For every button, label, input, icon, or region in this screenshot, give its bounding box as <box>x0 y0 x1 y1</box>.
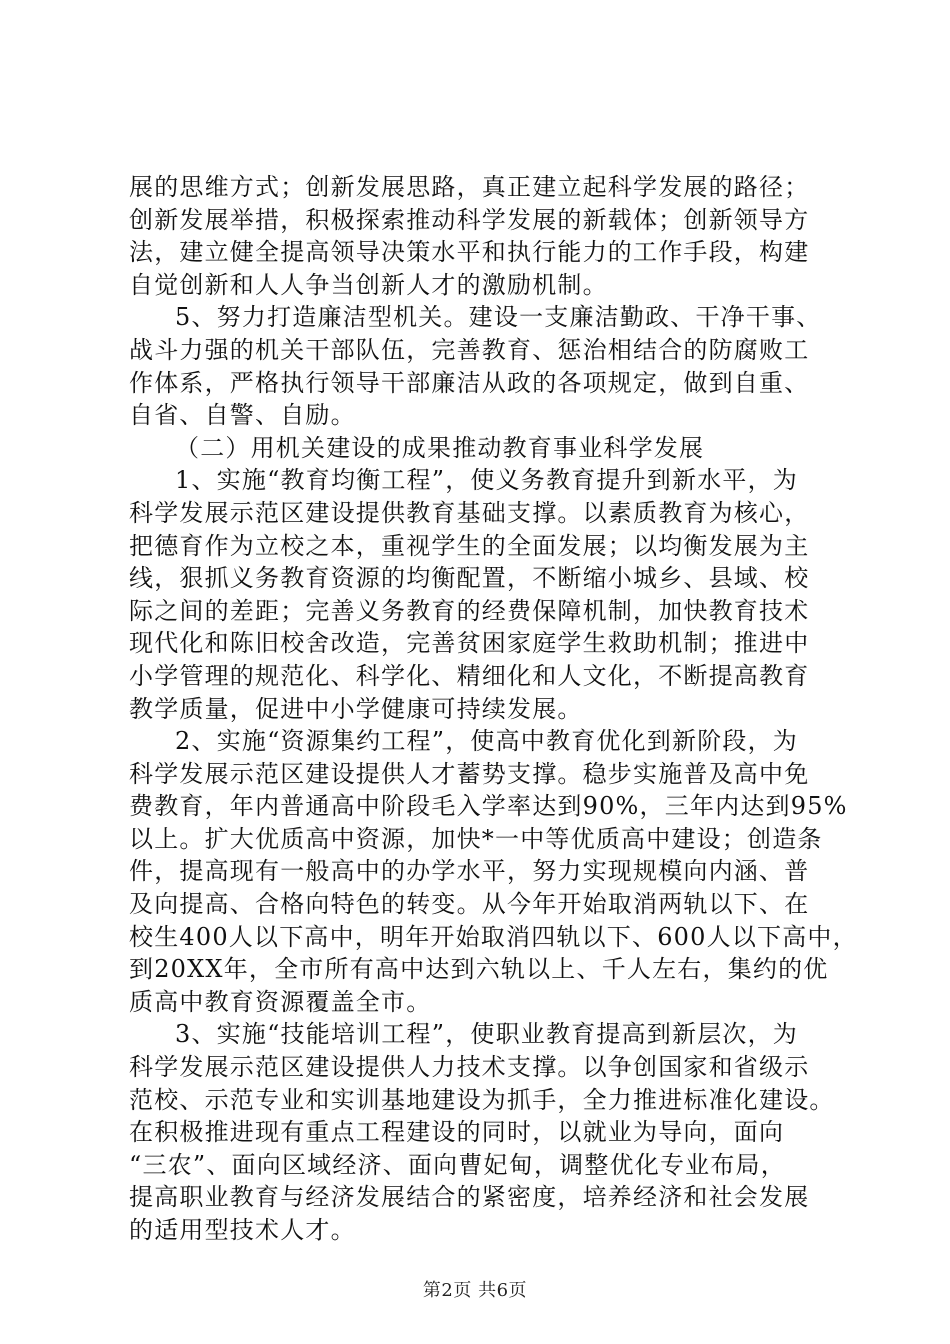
text-line: 范校、示范专业和实训基地建设为抓手，全力推进标准化建设。 <box>129 1085 835 1114</box>
body-text <box>129 171 858 1247</box>
text-line: 法，建立健全提高领导决策水平和执行能力的工作手段，构建 <box>129 238 810 267</box>
text-line: 小学管理的规范化、科学化、精细化和人文化，不断提高教育 <box>129 661 810 690</box>
paragraph-start-line: 5、努力打造廉洁型机关。建设一支廉洁勤政、干净干事、 <box>175 303 822 332</box>
text-line: 件，提高现有一般高中的办学水平，努力实现规模向内涵、普 <box>129 857 810 886</box>
text-line: 自省、自警、自励。 <box>129 401 356 430</box>
text-line: 作体系，严格执行领导干部廉洁从政的各项规定，做到自重、 <box>129 368 810 397</box>
text-line: “三农”、面向区域经济、面向曹妃甸，调整优化专业布局， <box>129 1150 786 1179</box>
text-line: 到20XX年，全市所有高中达到六轨以上、千人左右，集约的优 <box>129 955 829 984</box>
text-line: 教学质量，促进中小学健康可持续发展。 <box>129 694 583 723</box>
text-line: 战斗力强的机关干部队伍，完善教育、惩治相结合的防腐败工 <box>129 335 810 364</box>
section-heading: （二）用机关建设的成果推动教育事业科学发展 <box>175 433 705 462</box>
page-number-footer: 第2页 共6页 <box>422 1280 528 1301</box>
paragraph-start-line: 3、实施“技能培训工程”，使职业教育提高到新层次，为 <box>175 1020 799 1049</box>
text-line: 提高职业教育与经济发展结合的紧密度，培养经济和社会发展 <box>129 1183 810 1212</box>
paragraph-start-line: 1、实施“教育均衡工程”，使义务教育提升到新水平，为 <box>175 466 799 495</box>
text-line: 创新发展举措，积极探索推动科学发展的新载体；创新领导方 <box>129 205 810 234</box>
text-line: 质高中教育资源覆盖全市。 <box>129 987 432 1016</box>
text-line: 展的思维方式；创新发展思路，真正建立起科学发展的路径； <box>129 173 810 201</box>
text-line: 科学发展示范区建设提供人才蓄势支撑。稳步实施普及高中免 <box>129 759 810 788</box>
text-line: 校生400人以下高中，明年开始取消四轨以下、600人以下高中， <box>129 922 858 951</box>
text-line: 及向提高、合格向特色的转变。从今年开始取消两轨以下、在 <box>129 890 810 919</box>
text-line: 费教育，年内普通高中阶段毛入学率达到90%，三年内达到95% <box>129 792 848 821</box>
text-line: 科学发展示范区建设提供教育基础支撑。以素质教育为核心， <box>129 498 810 527</box>
text-line: 线，狠抓义务教育资源的均衡配置，不断缩小城乡、县域、校 <box>129 564 810 593</box>
text-line: 自觉创新和人人争当创新人才的激励机制。 <box>129 270 608 299</box>
text-line: 在积极推进现有重点工程建设的同时，以就业为导向，面向 <box>129 1118 785 1147</box>
text-line: 以上。扩大优质高中资源，加快*一中等优质高中建设；创造条 <box>129 824 823 853</box>
text-line: 科学发展示范区建设提供人力技术支撑。以争创国家和省级示 <box>129 1053 810 1082</box>
text-line: 把德育作为立校之本，重视学生的全面发展；以均衡发展为主 <box>129 531 810 560</box>
text-line: 际之间的差距；完善义务教育的经费保障机制，加快教育技术 <box>129 596 810 625</box>
paragraph-start-line: 2、实施“资源集约工程”，使高中教育优化到新阶段，为 <box>175 727 799 756</box>
text-line: 的适用型技术人才。 <box>129 1216 356 1244</box>
text-line: 现代化和陈旧校舍改造，完善贫困家庭学生救助机制；推进中 <box>129 629 810 658</box>
